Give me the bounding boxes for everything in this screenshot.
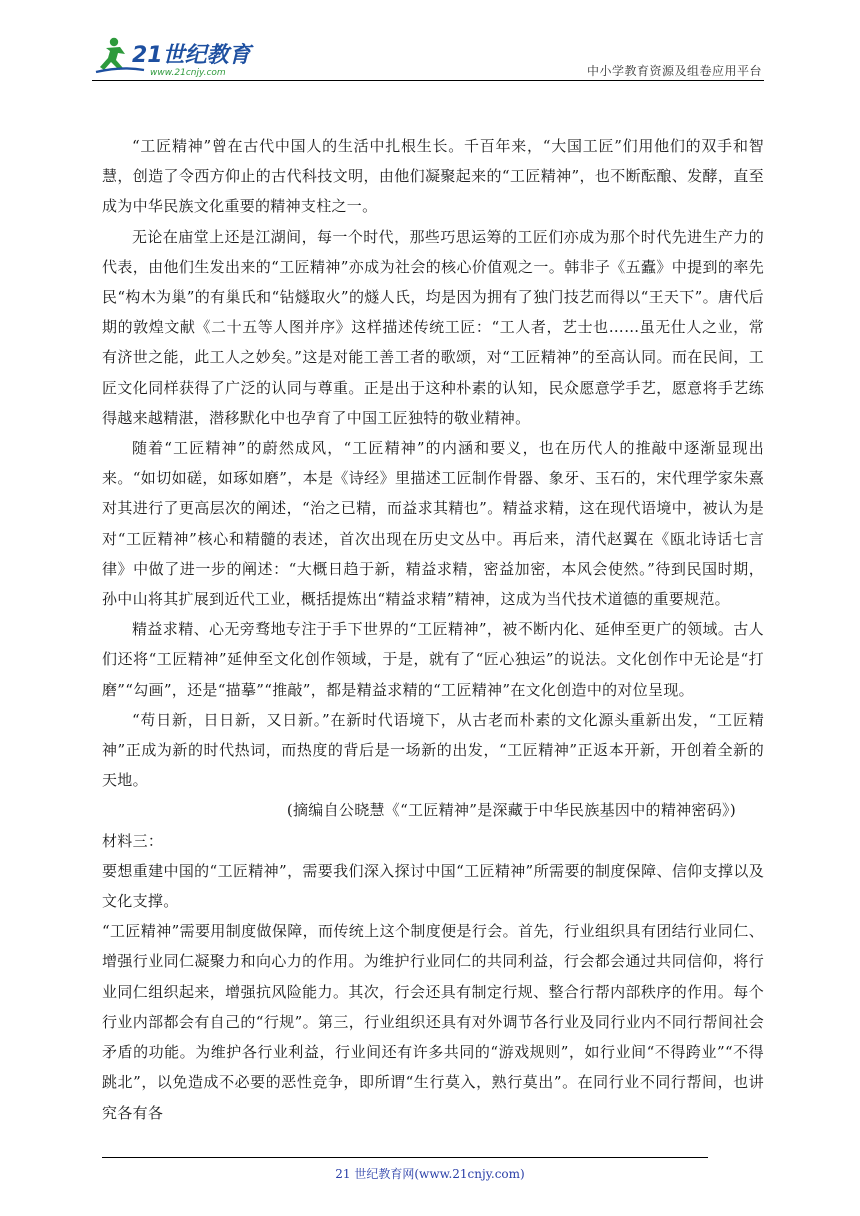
- page-header: [92, 32, 768, 80]
- footer-link[interactable]: 21 世纪教育网(www.21cnjy.com): [335, 1167, 525, 1181]
- citation: (摘编自公晓慧《“工匠精神”是深藏于中华民族基因中的精神密码》): [286, 801, 736, 820]
- runner-logo-icon: [92, 32, 262, 78]
- platform-title: 中小学教育资源及组卷应用平台: [586, 64, 762, 78]
- svg-text:21世纪教育: 21世纪教育: [132, 43, 251, 68]
- header-divider: [92, 80, 764, 81]
- paragraph: “工匠精神”曾在古代中国人的生活中扎根生长。千百年来，“大国工匠”们用他们的双手和智慧，创造了令西方仰止的古代科技文明，由他们凝聚起来的“工匠精神”，也不断酝酿、发酵，直至成为中华民族文化重要的精神支柱之一。: [102, 137, 764, 216]
- paragraph: 要想重建中国的“工匠精神”，需要我们深入探讨中国“工匠精神”所需要的制度保障、信仰支撑以及文化支撑。: [102, 861, 764, 911]
- paragraph: “苟日新，日日新，又日新。”在新时代语境下，从古老而朴素的文化源头重新出发，“工匠精神”正成为新的时代热词，而热度的背后是一场新的出发，“工匠精神”正返本开新，开创着全新的天地。: [102, 710, 764, 790]
- article-body: [102, 131, 764, 1128]
- svg-text:www.21cnjy.com: www.21cnjy.com: [150, 68, 226, 78]
- logo[interactable]: [92, 32, 262, 78]
- footer-divider: [102, 1157, 708, 1158]
- material-label: 材料三：: [102, 831, 164, 850]
- paragraph: 无论在庙堂上还是江湖间，每一个时代，那些巧思运筹的工匠们亦成为那个时代先进生产力的代表，由他们生发出来的“工匠精神”亦成为社会的核心价值观之一。韩非子《五蠹》中提到的率先民“构木为巢”的有巢氏和“钻燧取火”的燧人氏，均是因为拥有了独门技艺而得以“王天下”。唐代后期的敦煌文献《二十五等人图并序》这样描述传统工匠：“工人者，艺士也……虽无仕人之业，常有济世之能，此工人之妙矣。”这是对能工善工者的歌颂，对“工匠精神”的至高认同。而在民间，工匠文化同样获得了广泛的认同与尊重。正是出于这种朴素的认知，民众愿意学手艺，愿意将手艺练得越来越精湛，潜移默化中也孕育了中国工匠独特的敬业精神。: [102, 227, 764, 427]
- paragraph: 随着“工匠精神”的蔚然成风，“工匠精神”的内涵和要义，也在历代人的推敲中逐渐显现出来。“如切如磋，如琢如磨”，本是《诗经》里描述工匠制作骨器、象牙、玉石的，宋代理学家朱熹对其进行了更高层次的阐述，“治之已精，而益求其精也”。精益求精，这在现代语境中，被认为是对“工匠精神”核心和精髓的表述，首次出现在历史文丛中。再后来，清代赵翼在《瓯北诗话七言律》中做了进一步的阐述：“大概日趋于新，精益求精，密益加密，本风会使然。”待到民国时期，孙中山将其扩展到近代工业，概括提炼出“精益求精”精神，这成为当代技术道德的重要规范。: [102, 439, 764, 609]
- paragraph: “工匠精神”需要用制度做保障，而传统上这个制度便是行会。首先，行业组织具有团结行业同仁、增强行业同仁凝聚力和向心力的作用。为维护行业同仁的共同利益，行会都会通过共同信仰，将行业同仁组织起来，增强抗风险能力。其次，行会还具有制定行规、整合行帮内部秩序的作用。每个行业内部都会有自己的“行规”。第三，行业组织还具有对外调节各行业及同行业内不同行帮间社会矛盾的功能。为维护各行业利益，行业间还有许多共同的“游戏规则”，如行业间“不得跨业”“不得跳北”，以免造成不必要的恶性竞争，即所谓“生行莫入，熟行莫出”。在同行业不同行帮间，也讲究各有各: [102, 922, 764, 1122]
- paragraph: 精益求精、心无旁骛地专注于手下世界的“工匠精神”，被不断内化、延伸至更广的领域。古人们还将“工匠精神”延伸至文化创作领域，于是，就有了“匠心独运”的说法。文化创作中无论是“打磨”“勾画”，还是“描摹”“推敲”，都是精益求精的“工匠精神”在文化创造中的对位呈现。: [102, 620, 764, 699]
